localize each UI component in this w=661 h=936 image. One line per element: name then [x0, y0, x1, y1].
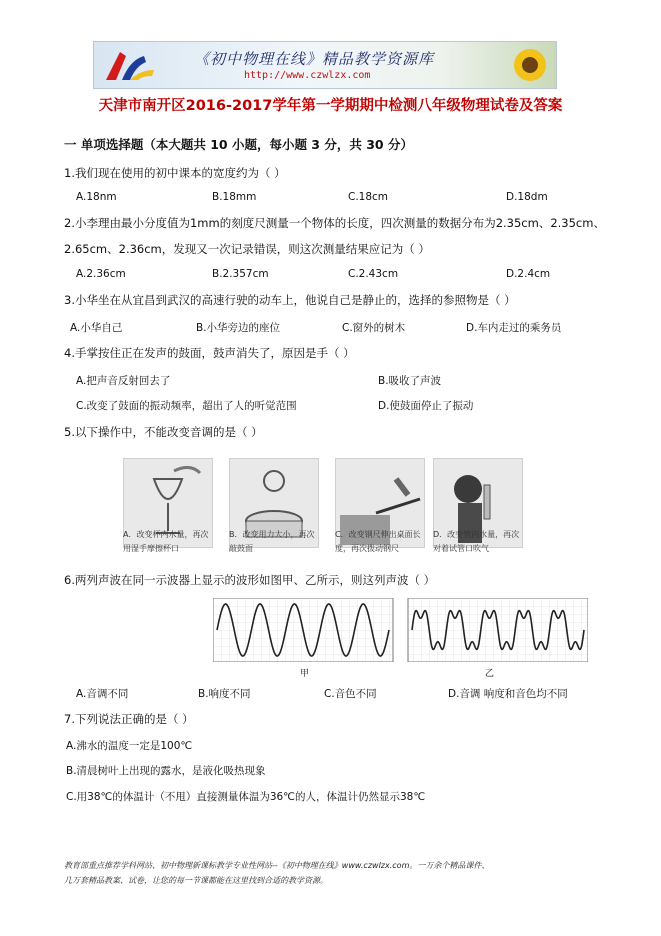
picture-a-caption: A．改变杯内水量，再次用湿手摩擦杯口: [123, 530, 209, 553]
question-3-option-c: C.窗外的树木: [342, 322, 406, 334]
sunflower-icon: [508, 44, 552, 86]
banner-url[interactable]: http://www.czwlzx.com: [244, 70, 371, 81]
question-3-option-a: A.小华自己: [70, 322, 123, 334]
footer-line-2: 几万套精品教案、试卷，让您的每一节课都能在这里找到合适的教学资源。: [64, 876, 328, 885]
question-6-stem: 6.两列声波在同一示波器上显示的波形如图甲、乙所示，则这列声波（ ）: [64, 573, 436, 587]
question-4-option-a: A.把声音反射回去了: [76, 375, 171, 387]
site-banner: [93, 41, 557, 89]
question-5-stem: 5.以下操作中，不能改变音调的是（ ）: [64, 425, 263, 439]
question-4-option-c: C.改变了鼓面的振动频率，超出了人的听觉范围: [76, 400, 297, 412]
question-6-option-b: B.响度不同: [198, 688, 251, 700]
question-4-option-d: D.使鼓面停止了振动: [378, 400, 474, 412]
question-2-option-b: B.2.357cm: [212, 268, 269, 280]
question-2-stem-line-2: 2.65cm、2.36cm，发现又一次记录错误，则这次测量结果应记为（ ）: [64, 242, 430, 256]
banner-title: 《初中物理在线》精品教学资源库: [194, 50, 435, 68]
question-1-option-a: A.18nm: [76, 191, 117, 203]
waveform-yi-label: 乙: [485, 669, 495, 679]
picture-d-caption: D．改变管内水量，再次对着试管口吹气: [433, 530, 520, 553]
oscilloscope-waveforms: [213, 598, 588, 662]
question-6-option-a: A.音调不同: [76, 688, 129, 700]
question-1-option-d: D.18dm: [506, 191, 548, 203]
picture-c-caption: C．改变钢尺伸出桌面长度，再次拨动钢尺: [335, 530, 421, 553]
question-7-option-a: A.沸水的温度一定是100℃: [66, 740, 193, 752]
question-3-option-d: D.车内走过的乘务员: [466, 322, 562, 334]
page-footer: [64, 858, 604, 888]
footer-line-1: 教育部重点推荐学科网站、初中物理新课标教学专业性网站--《初中物理在线》www.czwlzx.com。一万余个精品课件、: [64, 861, 490, 870]
section-heading: 一 单项选择题（本大题共 10 小题，每小题 3 分，共 30 分）: [64, 137, 413, 152]
question-2-stem-line-1: 2.小李理由最小分度值为1mm的刻度尺测量一个物体的长度，四次测量的数据分布为2.35cm、2.35cm、: [64, 216, 605, 230]
question-1-option-c: C.18cm: [348, 191, 389, 203]
question-7-option-c: C.用38℃的体温计（不甩）直接测量体温为36℃的人，体温计仍然显示38℃: [66, 791, 426, 803]
document-title: 天津市南开区2016-2017学年第一学期期中检测八年级物理试卷及答案: [98, 98, 563, 114]
question-2-option-c: C.2.43cm: [348, 268, 399, 280]
question-1-option-b: B.18mm: [212, 191, 257, 203]
waveform-yi: [408, 598, 588, 662]
waveform-jia-label: 甲: [300, 669, 310, 679]
question-4-option-b: B.吸收了声波: [378, 375, 442, 387]
question-2-option-d: D.2.4cm: [506, 268, 551, 280]
waveform-jia: [213, 598, 393, 662]
question-6-option-c: C.音色不同: [324, 688, 377, 700]
question-4-stem: 4.手掌按住正在发声的鼓面，鼓声消失了，原因是手（ ）: [64, 346, 355, 360]
question-7-stem: 7.下列说法正确的是（ ）: [64, 712, 194, 726]
question-2-option-a: A.2.36cm: [76, 268, 126, 280]
question-7-option-b: B.清晨树叶上出现的露水，是液化吸热现象: [66, 765, 266, 777]
question-6-option-d: D.音调 响度和音色均不同: [448, 688, 568, 700]
picture-b-caption: B．改变用力大小，再次敲鼓面: [229, 530, 315, 553]
site-logo-icon: [100, 46, 160, 84]
question-3-stem: 3.小华坐在从宜昌到武汉的高速行驶的动车上，他说自己是静止的，选择的参照物是（ ）: [64, 293, 516, 307]
question-1-stem: 1.我们现在使用的初中课本的宽度约为（ ）: [64, 166, 286, 180]
question-3-option-b: B.小华旁边的座位: [196, 322, 281, 334]
